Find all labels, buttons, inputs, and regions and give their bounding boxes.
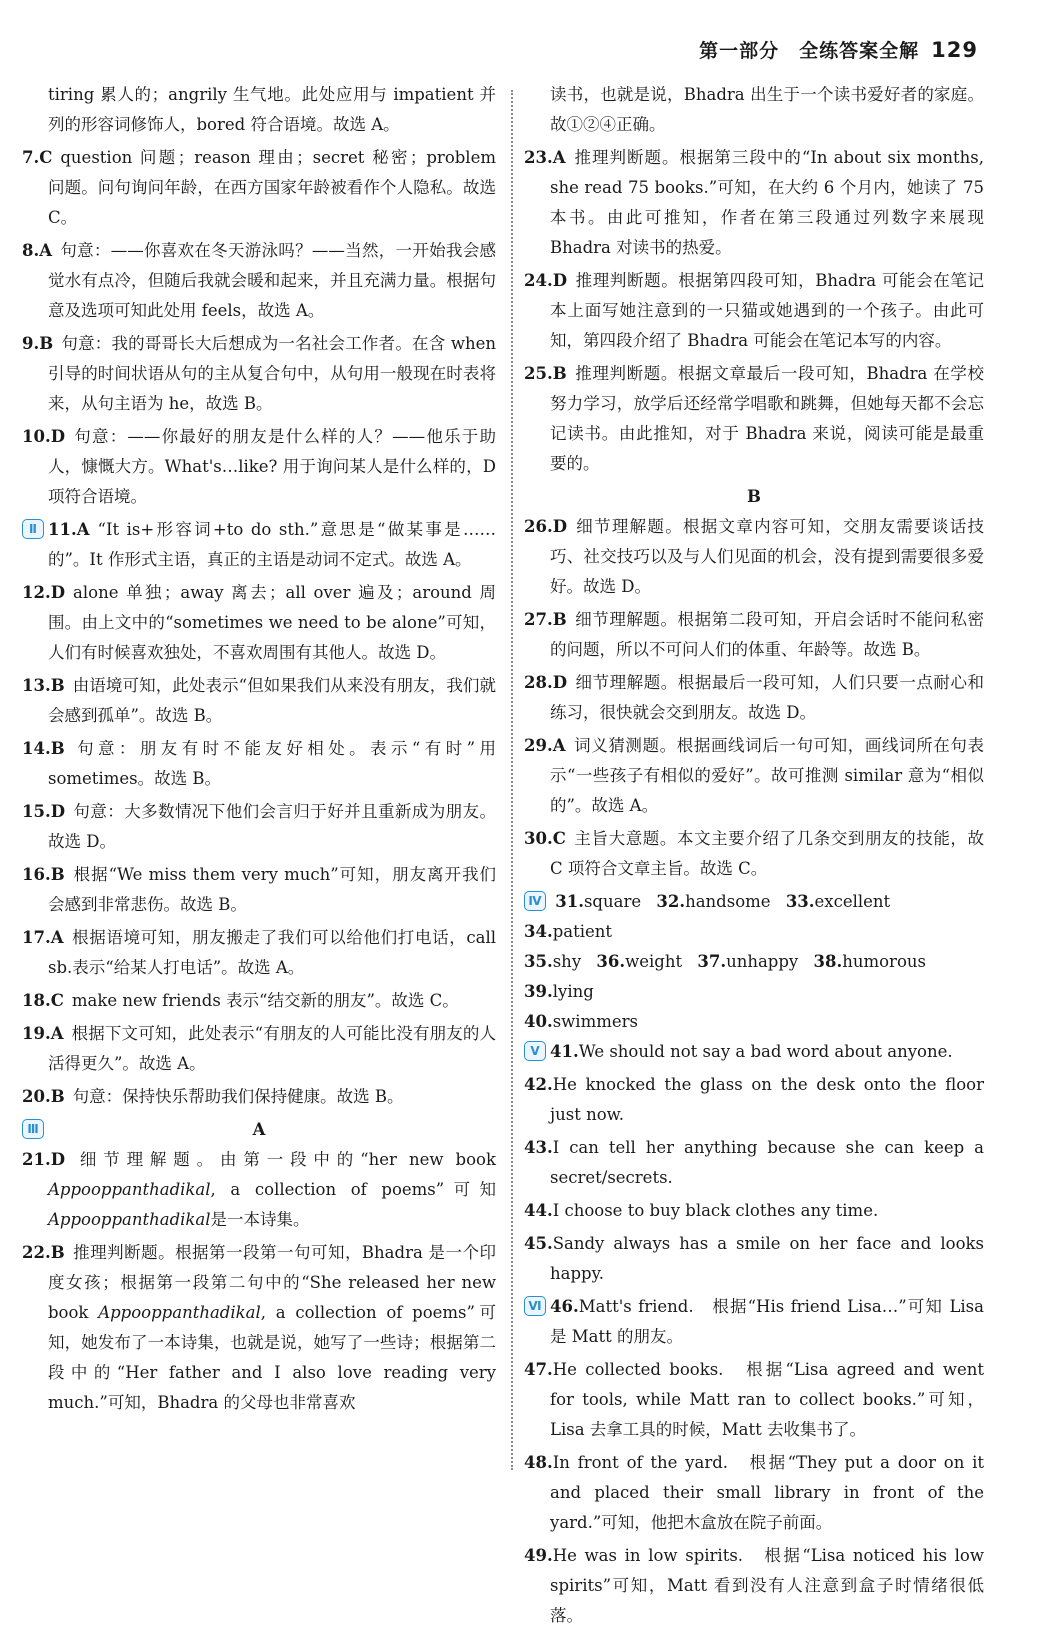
answer-number: 44. bbox=[524, 1201, 553, 1220]
answer-text: 句意：我的哥哥长大后想成为一名社会工作者。在含 when 引导的时间状语从句的主从复合句中，从句用一般现在时表将来，从句主语为 he，故选 B。 bbox=[48, 334, 496, 413]
answer-text: make new friends 表示“结交新的朋友”。故选 C。 bbox=[71, 991, 459, 1010]
answer-29 bbox=[524, 731, 984, 821]
answer-number: 9.B bbox=[22, 334, 54, 353]
vocab-row-1 bbox=[524, 887, 984, 947]
answer-text: “It is+形容词+to do sth.”意思是“做某事是……的”。It 作形式主语，真正的主语是动词不定式。故选 A。 bbox=[48, 520, 496, 569]
section-badge-4: Ⅳ bbox=[524, 891, 546, 911]
answer-47 bbox=[524, 1355, 984, 1445]
answer-number: 41. bbox=[550, 1042, 579, 1061]
answer-number: 43. bbox=[524, 1138, 553, 1157]
answer-text: 由语境可知，此处表示“但如果我们从来没有朋友，我们就会感到孤单”。故选 B。 bbox=[48, 676, 496, 725]
answer-25 bbox=[524, 359, 984, 479]
answer-number: 39. bbox=[524, 982, 553, 1001]
answer-number: 40. bbox=[524, 1012, 553, 1031]
answer-text: , a collection of poems”可知 bbox=[210, 1180, 496, 1199]
answer-number: 29.A bbox=[524, 736, 566, 755]
vocab-item bbox=[596, 952, 682, 971]
answer-text: Matt's friend. 根据“His friend Lisa…”可知 Lisa 是 Matt 的朋友。 bbox=[550, 1297, 984, 1346]
answer-17 bbox=[22, 923, 496, 983]
answer-15 bbox=[22, 797, 496, 857]
answer-number: 11.A bbox=[48, 520, 90, 539]
answer-7 bbox=[22, 143, 496, 233]
answer-number: 37. bbox=[697, 952, 727, 971]
answer-text: I choose to buy black clothes any time. bbox=[552, 1201, 879, 1220]
answer-30 bbox=[524, 824, 984, 884]
vocab-item bbox=[814, 952, 926, 971]
answer-number: 47. bbox=[524, 1360, 553, 1379]
answer-27 bbox=[524, 605, 984, 665]
answer-text: 根据下文可知，此处表示“有朋友的人可能比没有朋友的人活得更久”。故选 A。 bbox=[48, 1024, 496, 1073]
answer-42 bbox=[524, 1070, 984, 1130]
section-3-heading bbox=[22, 1115, 496, 1145]
answer-number: 14.B bbox=[22, 739, 65, 758]
answer-text: He collected books. 根据“Lisa agreed and went for tools, while Matt ran to collect books.”可知，Lisa 去拿工具的时候，Matt 去收集书了。 bbox=[550, 1360, 984, 1439]
book-title: Appooppanthadikal bbox=[48, 1180, 211, 1199]
column-divider bbox=[511, 90, 513, 1470]
answer-16 bbox=[22, 860, 496, 920]
answer-text: We should not say a bad word about anyone. bbox=[578, 1042, 953, 1061]
vocab-item bbox=[524, 922, 612, 941]
answer-text: 细节理解题。根据最后一段可知，人们只要一点耐心和练习，很快就会交到朋友。故选 D。 bbox=[550, 673, 984, 722]
answer-text: square bbox=[583, 892, 642, 911]
answer-number: 16.B bbox=[22, 865, 65, 884]
answer-text: unhappy bbox=[726, 952, 799, 971]
answer-text: In front of the yard. 根据“They put a door on it and placed their small library in front of the yard.”可知，他把木盒放在院子前面。 bbox=[550, 1453, 984, 1532]
right-column bbox=[524, 80, 984, 1634]
answer-text: 细节理解题。根据第二段可知，开启会话时不能问私密的问题，所以不可问人们的体重、年龄等。故选 B。 bbox=[550, 610, 984, 659]
section-badge-2: Ⅱ bbox=[22, 519, 44, 539]
answer-number: 22.B bbox=[22, 1243, 65, 1262]
answer-text: 根据语境可知，朋友搬走了我们可以给他们打电话，call sb.表示“给某人打电话”。故选 A。 bbox=[48, 928, 496, 977]
answer-text: 细节理解题。由第一段中的“her new book bbox=[73, 1150, 496, 1169]
answer-text: 词义猜测题。根据画线词后一句可知，画线词所在句表示“一些孩子有相似的爱好”。故可推测 similar 意为“相似的”。故选 A。 bbox=[550, 736, 984, 815]
answer-13 bbox=[22, 671, 496, 731]
answer-text: 推理判断题。根据文章最后一段可知，Bhadra 在学校努力学习，放学后还经常学唱歌和跳舞，但她每天都不会忘记读书。由此推知，对于 Bhadra 来说，阅读可能是最重要的。 bbox=[550, 364, 984, 473]
answer-text: excellent bbox=[814, 892, 891, 911]
answer-text: 细节理解题。根据文章内容可知，交朋友需要谈话技巧、社交技巧以及与人们见面的机会，没有提到需要很多爱好。故选 D。 bbox=[550, 517, 984, 596]
answer-text: I can tell her anything because she can keep a secret/secrets. bbox=[550, 1138, 984, 1187]
answer-46 bbox=[524, 1292, 984, 1352]
answer-text: lying bbox=[552, 982, 594, 1001]
answer-44 bbox=[524, 1196, 984, 1226]
answer-number: 45. bbox=[524, 1234, 553, 1253]
answer-text: alone 单独；away 离去；all over 遍及；around 周围。由上文中的“sometimes we need to be alone”可知，人们有时候喜欢独处，不喜欢周围有其他人。故选 D。 bbox=[48, 583, 496, 662]
answer-text: 主旨大意题。本文主要介绍了几条交到朋友的技能，故 C 项符合文章主旨。故选 C。 bbox=[550, 829, 984, 878]
answer-number: 13.B bbox=[22, 676, 65, 695]
answer-text: 句意：——你喜欢在冬天游泳吗？——当然，一开始我会感觉水有点冷，但随后我就会暖和起来，并且充满力量。根据句意及选项可知此处用 feels，故选 A。 bbox=[48, 241, 496, 320]
answer-21 bbox=[22, 1145, 496, 1235]
answer-text: 句意：朋友有时不能友好相处。表示“有时”用 sometimes。故选 B。 bbox=[48, 739, 496, 788]
answer-text: 句意：——你最好的朋友是什么样的人？——他乐于助人，慷慨大方。What's…like? 用于询问某人是什么样的，D 项符合语境。 bbox=[48, 427, 496, 506]
passage-b-heading: B bbox=[747, 487, 761, 506]
answer-text: Sandy always has a smile on her face and looks happy. bbox=[550, 1234, 984, 1283]
answer-number: 35. bbox=[524, 952, 553, 971]
answer-49 bbox=[524, 1541, 984, 1631]
vocab-row-3 bbox=[524, 1007, 984, 1037]
vocab-item bbox=[555, 892, 641, 911]
answer-number: 28.D bbox=[524, 673, 568, 692]
vocab-item bbox=[656, 892, 770, 911]
answer-12 bbox=[22, 578, 496, 668]
answer-number: 19.A bbox=[22, 1024, 64, 1043]
answer-number: 10.D bbox=[22, 427, 66, 446]
answer-18 bbox=[22, 986, 496, 1016]
answer-text: shy bbox=[552, 952, 582, 971]
answer-45 bbox=[524, 1229, 984, 1289]
answer-number: 30.C bbox=[524, 829, 566, 848]
answer-text: 句意：保持快乐帮助我们保持健康。故选 B。 bbox=[72, 1087, 404, 1106]
answer-14 bbox=[22, 734, 496, 794]
answer-number: 33. bbox=[785, 892, 815, 911]
left-column bbox=[22, 80, 496, 1421]
answer-10 bbox=[22, 422, 496, 512]
vocab-item bbox=[524, 1012, 638, 1031]
answer-11 bbox=[22, 515, 496, 575]
answer-number: 21.D bbox=[22, 1150, 66, 1169]
section-badge-6: Ⅵ bbox=[524, 1296, 546, 1316]
answer-text: 根据“We miss them very much”可知，朋友离开我们会感到非常悲伤。故选 B。 bbox=[48, 865, 496, 914]
vocab-item bbox=[786, 892, 890, 911]
answer-text: 推理判断题。根据第四段可知，Bhadra 可能会在笔记本上面写她注意到的一只猫或她遇到的一个孩子。由此可知，第四段介绍了 Bhadra 可能会在笔记本写的内容。 bbox=[550, 271, 984, 350]
answer-number: 15.D bbox=[22, 802, 66, 821]
answer-number: 48. bbox=[524, 1453, 553, 1472]
header-title: 第一部分 全练答案全解 bbox=[699, 40, 920, 62]
section-badge-3: Ⅲ bbox=[22, 1119, 44, 1139]
page-number: 129 bbox=[931, 38, 978, 62]
vocab-item bbox=[524, 982, 594, 1001]
answer-28 bbox=[524, 668, 984, 728]
answer-number: 18.C bbox=[22, 991, 64, 1010]
answer-20 bbox=[22, 1082, 496, 1112]
answer-number: 46. bbox=[550, 1297, 579, 1316]
vocab-row-2 bbox=[524, 947, 984, 1007]
answer-text: He was in low spirits. 根据“Lisa noticed his low spirits”可知，Matt 看到没有人注意到盒子时情绪很低落。 bbox=[550, 1546, 984, 1625]
answer-43 bbox=[524, 1133, 984, 1193]
answer-22-continued: 读书，也就是说，Bhadra 出生于一个读书爱好者的家庭。故①②④正确。 bbox=[550, 85, 984, 134]
answer-number: 8.A bbox=[22, 241, 53, 260]
answer-text: swimmers bbox=[552, 1012, 638, 1031]
answer-number: 26.D bbox=[524, 517, 568, 536]
answer-text: 推理判断题。根据第三段中的“In about six months, she read 75 books.”可知，在大约 6 个月内，她读了 75 本书。由此可推知，作者在第三段通过列数字来展现 Bhadra 对读书的热爱。 bbox=[550, 148, 984, 257]
answer-text: 推理判断题。根据第一段第一句可知，Bhadra 是一个印度女孩；根据第一段第二句中的“She released her new book bbox=[48, 1243, 496, 1322]
answer-text: 是一本诗集。 bbox=[210, 1210, 310, 1229]
answer-number: 42. bbox=[524, 1075, 553, 1094]
page-header bbox=[699, 36, 978, 63]
answer-number: 12.D bbox=[22, 583, 66, 602]
answer-number: 27.B bbox=[524, 610, 567, 629]
answer-text: He knocked the glass on the desk onto the floor just now. bbox=[550, 1075, 984, 1124]
answer-text: , a collection of poems”可知，她发布了一本诗集，也就是说，她写了一些诗；根据第二段中的“Her father and I also love reading very much.”可知，Bhadra 的父母也非常喜欢 bbox=[48, 1303, 496, 1412]
answer-text: handsome bbox=[685, 892, 771, 911]
answer-number: 34. bbox=[524, 922, 553, 941]
answer-number: 32. bbox=[656, 892, 686, 911]
answer-9 bbox=[22, 329, 496, 419]
answer-19 bbox=[22, 1019, 496, 1079]
answer-number: 31. bbox=[555, 892, 584, 911]
answer-41 bbox=[524, 1037, 984, 1067]
intro-text: tiring 累人的；angrily 生气地。此处应用与 impatient 并列的形容词修饰人，bored 符合语境。故选 A。 bbox=[48, 85, 496, 134]
vocab-item bbox=[697, 952, 798, 971]
answer-number: 20.B bbox=[22, 1087, 65, 1106]
answer-48 bbox=[524, 1448, 984, 1538]
vocab-item bbox=[524, 952, 581, 971]
section-badge-5: Ⅴ bbox=[524, 1041, 546, 1061]
passage-a-heading: A bbox=[252, 1120, 266, 1139]
answer-number: 24.D bbox=[524, 271, 568, 290]
book-title: Appooppanthadikal bbox=[98, 1303, 261, 1322]
answer-24 bbox=[524, 266, 984, 356]
answer-text: weight bbox=[625, 952, 683, 971]
answer-text: humorous bbox=[842, 952, 926, 971]
answer-text: 句意：大多数情况下他们会言归于好并且重新成为朋友。故选 D。 bbox=[48, 802, 496, 851]
answer-number: 38. bbox=[813, 952, 843, 971]
answer-number: 36. bbox=[596, 952, 626, 971]
answer-26 bbox=[524, 512, 984, 602]
answer-8 bbox=[22, 236, 496, 326]
answer-number: 25.B bbox=[524, 364, 567, 383]
answer-22 bbox=[22, 1238, 496, 1418]
answer-number: 7.C bbox=[22, 148, 53, 167]
book-title: Appooppanthadikal bbox=[48, 1210, 211, 1229]
answer-number: 49. bbox=[524, 1546, 553, 1565]
answer-text: patient bbox=[552, 922, 613, 941]
answer-number: 17.A bbox=[22, 928, 64, 947]
answer-23 bbox=[524, 143, 984, 263]
answer-number: 23.A bbox=[524, 148, 566, 167]
answer-text: question 问题；reason 理由；secret 秘密；problem 问题。问句询问年龄，在西方国家年龄被看作个人隐私。故选 C。 bbox=[48, 148, 496, 227]
